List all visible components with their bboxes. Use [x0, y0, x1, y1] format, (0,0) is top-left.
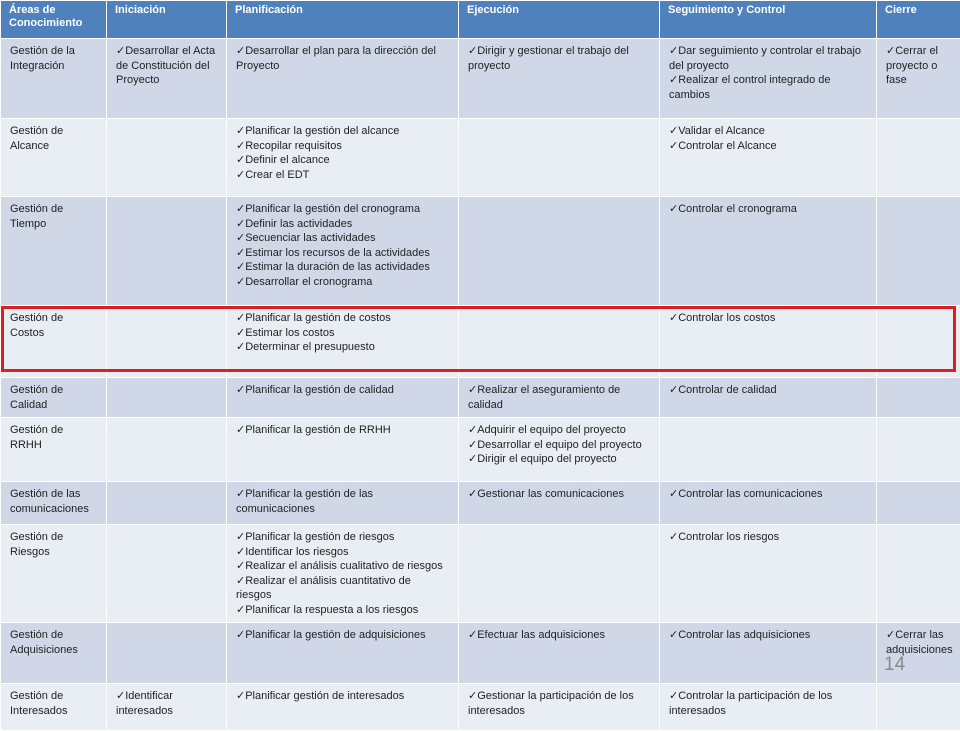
- checkmark-icon: ✓: [116, 690, 125, 702]
- process-item: [669, 202, 867, 217]
- process-item-label: Controlar los costos: [678, 312, 775, 324]
- process-item-label: Planificar la gestión de calidad: [245, 384, 394, 396]
- process-item: [669, 689, 867, 718]
- process-item: [236, 423, 449, 438]
- checkmark-icon: ✓: [468, 45, 477, 57]
- process-item-label: Planificar la gestión de costos: [245, 312, 391, 324]
- checkmark-icon: ✓: [468, 439, 477, 451]
- process-item: [236, 246, 449, 261]
- checkmark-icon: ✓: [236, 424, 245, 436]
- checkmark-icon: ✓: [669, 384, 678, 396]
- process-item-label: Planificar la respuesta a los riesgos: [245, 604, 418, 616]
- process-item: [236, 574, 449, 603]
- process-item-label: Definir el alcance: [245, 154, 329, 166]
- checkmark-icon: ✓: [669, 488, 678, 500]
- process-item-label: Estimar la duración de las actividades: [245, 261, 430, 273]
- checkmark-icon: ✓: [236, 575, 245, 587]
- process-item: [236, 168, 449, 183]
- process-item-label: Adquirir el equipo del proyecto: [477, 424, 626, 436]
- process-item-label: Controlar las adquisiciones: [678, 629, 810, 641]
- control-cell: [660, 306, 877, 378]
- process-item-label: Definir las actividades: [245, 218, 352, 230]
- process-item: [236, 530, 449, 545]
- table-row-costos: [1, 306, 960, 378]
- planificacion-cell: [227, 418, 459, 482]
- page-number: 14: [884, 654, 905, 676]
- area-cell: Gestión de Calidad: [1, 378, 107, 418]
- ejecucion-cell: [459, 119, 660, 197]
- process-item-label: Controlar las comunicaciones: [678, 488, 822, 500]
- area-cell: Gestión de Interesados: [1, 684, 107, 731]
- process-item: [236, 603, 449, 618]
- process-item: [468, 44, 650, 73]
- control-cell: [660, 197, 877, 306]
- header-iniciacion: Iniciación: [107, 1, 227, 39]
- process-item-label: Controlar de calidad: [678, 384, 776, 396]
- iniciacion-cell: [107, 39, 227, 119]
- planificacion-cell: [227, 119, 459, 197]
- process-item-label: Planificar la gestión del cronograma: [245, 203, 420, 215]
- header-cierre: Cierre: [877, 1, 960, 39]
- planificacion-cell: [227, 482, 459, 525]
- process-item: [236, 326, 449, 341]
- ejecucion-cell: [459, 39, 660, 119]
- process-item: [236, 340, 449, 355]
- process-item-label: Controlar los riesgos: [678, 531, 779, 543]
- table-row-riesgos: [1, 525, 960, 623]
- area-cell: Gestión de Riesgos: [1, 525, 107, 623]
- checkmark-icon: ✓: [669, 74, 678, 86]
- header-row: [1, 1, 960, 39]
- checkmark-icon: ✓: [236, 341, 245, 353]
- process-item-label: Crear el EDT: [245, 169, 309, 181]
- ejecucion-cell: [459, 623, 660, 684]
- process-item: [669, 311, 867, 326]
- checkmark-icon: ✓: [236, 531, 245, 543]
- process-item-label: Dirigir y gestionar el trabajo del proyecto: [468, 45, 629, 72]
- table-row-calidad: [1, 378, 960, 418]
- checkmark-icon: ✓: [236, 261, 245, 273]
- control-cell: [660, 418, 877, 482]
- cierre-cell: [877, 306, 960, 378]
- iniciacion-cell: [107, 623, 227, 684]
- checkmark-icon: ✓: [886, 629, 895, 641]
- iniciacion-cell: [107, 482, 227, 525]
- process-item-label: Identificar interesados: [116, 690, 173, 717]
- checkmark-icon: ✓: [468, 384, 477, 396]
- checkmark-icon: ✓: [236, 232, 245, 244]
- table-row-integracion: [1, 39, 960, 119]
- process-item: [669, 139, 867, 154]
- checkmark-icon: ✓: [236, 488, 245, 500]
- area-cell: Gestión de la Integración: [1, 39, 107, 119]
- checkmark-icon: ✓: [669, 203, 678, 215]
- checkmark-icon: ✓: [886, 45, 895, 57]
- iniciacion-cell: [107, 119, 227, 197]
- process-item-label: Controlar el Alcance: [678, 140, 776, 152]
- process-item-label: Cerrar las adquisiciones: [886, 629, 953, 656]
- process-item: [468, 423, 650, 438]
- process-item-label: Identificar los riesgos: [245, 546, 348, 558]
- checkmark-icon: ✓: [468, 690, 477, 702]
- area-cell: Gestión de Costos: [1, 306, 107, 378]
- process-item: [669, 44, 867, 73]
- iniciacion-cell: [107, 306, 227, 378]
- process-item: [236, 559, 449, 574]
- process-item-label: Gestionar las comunicaciones: [477, 488, 624, 500]
- process-item: [236, 487, 449, 516]
- checkmark-icon: ✓: [236, 125, 245, 137]
- cierre-cell: [877, 482, 960, 525]
- checkmark-icon: ✓: [669, 140, 678, 152]
- process-item-label: Secuenciar las actividades: [245, 232, 375, 244]
- ejecucion-cell: [459, 525, 660, 623]
- process-item-label: Desarrollar el Acta de Constitución del Proyecto: [116, 45, 215, 86]
- planificacion-cell: [227, 525, 459, 623]
- checkmark-icon: ✓: [236, 604, 245, 616]
- process-item: [468, 628, 650, 643]
- checkmark-icon: ✓: [468, 424, 477, 436]
- checkmark-icon: ✓: [236, 140, 245, 152]
- process-item: [468, 689, 650, 718]
- checkmark-icon: ✓: [669, 312, 678, 324]
- process-item-label: Planificar la gestión de las comunicaciones: [236, 488, 373, 515]
- checkmark-icon: ✓: [236, 218, 245, 230]
- ejecucion-cell: [459, 306, 660, 378]
- checkmark-icon: ✓: [236, 327, 245, 339]
- process-item: [669, 73, 867, 102]
- control-cell: [660, 525, 877, 623]
- process-item-label: Validar el Alcance: [678, 125, 765, 137]
- planificacion-cell: [227, 306, 459, 378]
- process-item: [468, 487, 650, 502]
- checkmark-icon: ✓: [236, 546, 245, 558]
- checkmark-icon: ✓: [669, 45, 678, 57]
- process-item: [669, 530, 867, 545]
- control-cell: [660, 378, 877, 418]
- checkmark-icon: ✓: [236, 45, 245, 57]
- checkmark-icon: ✓: [468, 453, 477, 465]
- ejecucion-cell: [459, 418, 660, 482]
- process-item: [116, 689, 217, 718]
- checkmark-icon: ✓: [669, 531, 678, 543]
- process-item: [886, 44, 951, 88]
- process-item-label: Determinar el presupuesto: [245, 341, 375, 353]
- process-item: [669, 487, 867, 502]
- cierre-cell: [877, 39, 960, 119]
- cierre-cell: [877, 418, 960, 482]
- process-item: [669, 124, 867, 139]
- control-cell: [660, 684, 877, 731]
- checkmark-icon: ✓: [468, 488, 477, 500]
- header-planificacion: Planificación: [227, 1, 459, 39]
- ejecucion-cell: [459, 482, 660, 525]
- ejecucion-cell: [459, 378, 660, 418]
- process-item-label: Realizar el análisis cuantitativo de riesgos: [236, 575, 411, 602]
- process-item-label: Cerrar el proyecto o fase: [886, 45, 938, 86]
- process-item: [236, 311, 449, 326]
- process-item: [236, 689, 449, 704]
- process-item-label: Estimar los costos: [245, 327, 334, 339]
- checkmark-icon: ✓: [236, 154, 245, 166]
- process-item-label: Dirigir el equipo del proyecto: [477, 453, 616, 465]
- process-item: [669, 628, 867, 643]
- planificacion-cell: [227, 197, 459, 306]
- header-areas: Áreas de Conocimiento: [1, 1, 107, 39]
- process-item: [468, 452, 650, 467]
- process-item-label: Efectuar las adquisiciones: [477, 629, 605, 641]
- checkmark-icon: ✓: [236, 384, 245, 396]
- process-item: [116, 44, 217, 88]
- process-item-label: Planificar la gestión del alcance: [245, 125, 399, 137]
- process-item: [236, 124, 449, 139]
- cierre-cell: [877, 684, 960, 731]
- checkmark-icon: ✓: [236, 169, 245, 181]
- process-item: [236, 231, 449, 246]
- checkmark-icon: ✓: [669, 125, 678, 137]
- process-item: [236, 202, 449, 217]
- process-item: [886, 628, 951, 657]
- table-row-interesados: [1, 684, 960, 731]
- process-item-label: Controlar la participación de los interesados: [669, 690, 832, 717]
- area-cell: Gestión de Tiempo: [1, 197, 107, 306]
- control-cell: [660, 482, 877, 525]
- process-item: [236, 260, 449, 275]
- table-row-tiempo: [1, 197, 960, 306]
- process-item: [236, 139, 449, 154]
- area-cell: Gestión de Alcance: [1, 119, 107, 197]
- checkmark-icon: ✓: [236, 276, 245, 288]
- planificacion-cell: [227, 623, 459, 684]
- process-item: [669, 383, 867, 398]
- header-seguimiento-control: Seguimiento y Control: [660, 1, 877, 39]
- process-item-label: Estimar los recursos de la actividades: [245, 247, 430, 259]
- area-cell: Gestión de RRHH: [1, 418, 107, 482]
- process-item: [236, 44, 449, 73]
- checkmark-icon: ✓: [236, 203, 245, 215]
- checkmark-icon: ✓: [236, 690, 245, 702]
- checkmark-icon: ✓: [236, 629, 245, 641]
- header-ejecucion: Ejecución: [459, 1, 660, 39]
- table-row-rrhh: [1, 418, 960, 482]
- checkmark-icon: ✓: [116, 45, 125, 57]
- process-item-label: Planificar la gestión de adquisiciones: [245, 629, 425, 641]
- checkmark-icon: ✓: [669, 690, 678, 702]
- process-item-label: Dar seguimiento y controlar el trabajo del proyecto: [669, 45, 861, 72]
- table-row-adquisiciones: [1, 623, 960, 684]
- checkmark-icon: ✓: [236, 560, 245, 572]
- cierre-cell: [877, 119, 960, 197]
- process-item-label: Gestionar la participación de los interesados: [468, 690, 634, 717]
- process-item-label: Desarrollar el cronograma: [245, 276, 372, 288]
- cierre-cell: [877, 197, 960, 306]
- iniciacion-cell: [107, 525, 227, 623]
- process-item: [468, 383, 650, 412]
- table-row-alcance: [1, 119, 960, 197]
- checkmark-icon: ✓: [236, 312, 245, 324]
- process-item-label: Recopilar requisitos: [245, 140, 342, 152]
- process-item-label: Planificar la gestión de riesgos: [245, 531, 394, 543]
- control-cell: [660, 119, 877, 197]
- process-item: [236, 275, 449, 290]
- cierre-cell: [877, 525, 960, 623]
- iniciacion-cell: [107, 197, 227, 306]
- control-cell: [660, 39, 877, 119]
- process-item: [236, 153, 449, 168]
- process-item-label: Realizar el control integrado de cambios: [669, 74, 830, 101]
- checkmark-icon: ✓: [468, 629, 477, 641]
- process-item-label: Realizar el análisis cualitativo de riesgos: [245, 560, 442, 572]
- process-item-label: Planificar gestión de interesados: [245, 690, 404, 702]
- checkmark-icon: ✓: [669, 629, 678, 641]
- process-item-label: Realizar el aseguramiento de calidad: [468, 384, 620, 411]
- process-item: [468, 438, 650, 453]
- process-item-label: Desarrollar el equipo del proyecto: [477, 439, 641, 451]
- iniciacion-cell: [107, 418, 227, 482]
- iniciacion-cell: [107, 684, 227, 731]
- control-cell: [660, 623, 877, 684]
- ejecucion-cell: [459, 197, 660, 306]
- planificacion-cell: [227, 378, 459, 418]
- process-item: [236, 628, 449, 643]
- checkmark-icon: ✓: [236, 247, 245, 259]
- table-row-comunicaciones: [1, 482, 960, 525]
- process-item: [236, 545, 449, 560]
- planificacion-cell: [227, 684, 459, 731]
- area-cell: Gestión de Adquisiciones: [1, 623, 107, 684]
- iniciacion-cell: [107, 378, 227, 418]
- ejecucion-cell: [459, 684, 660, 731]
- process-item-label: Desarrollar el plan para la dirección del Proyecto: [236, 45, 436, 72]
- process-item: [236, 217, 449, 232]
- process-item-label: Planificar la gestión de RRHH: [245, 424, 391, 436]
- process-item-label: Controlar el cronograma: [678, 203, 797, 215]
- cierre-cell: [877, 378, 960, 418]
- area-cell: Gestión de las comunicaciones: [1, 482, 107, 525]
- planificacion-cell: [227, 39, 459, 119]
- process-item: [236, 383, 449, 398]
